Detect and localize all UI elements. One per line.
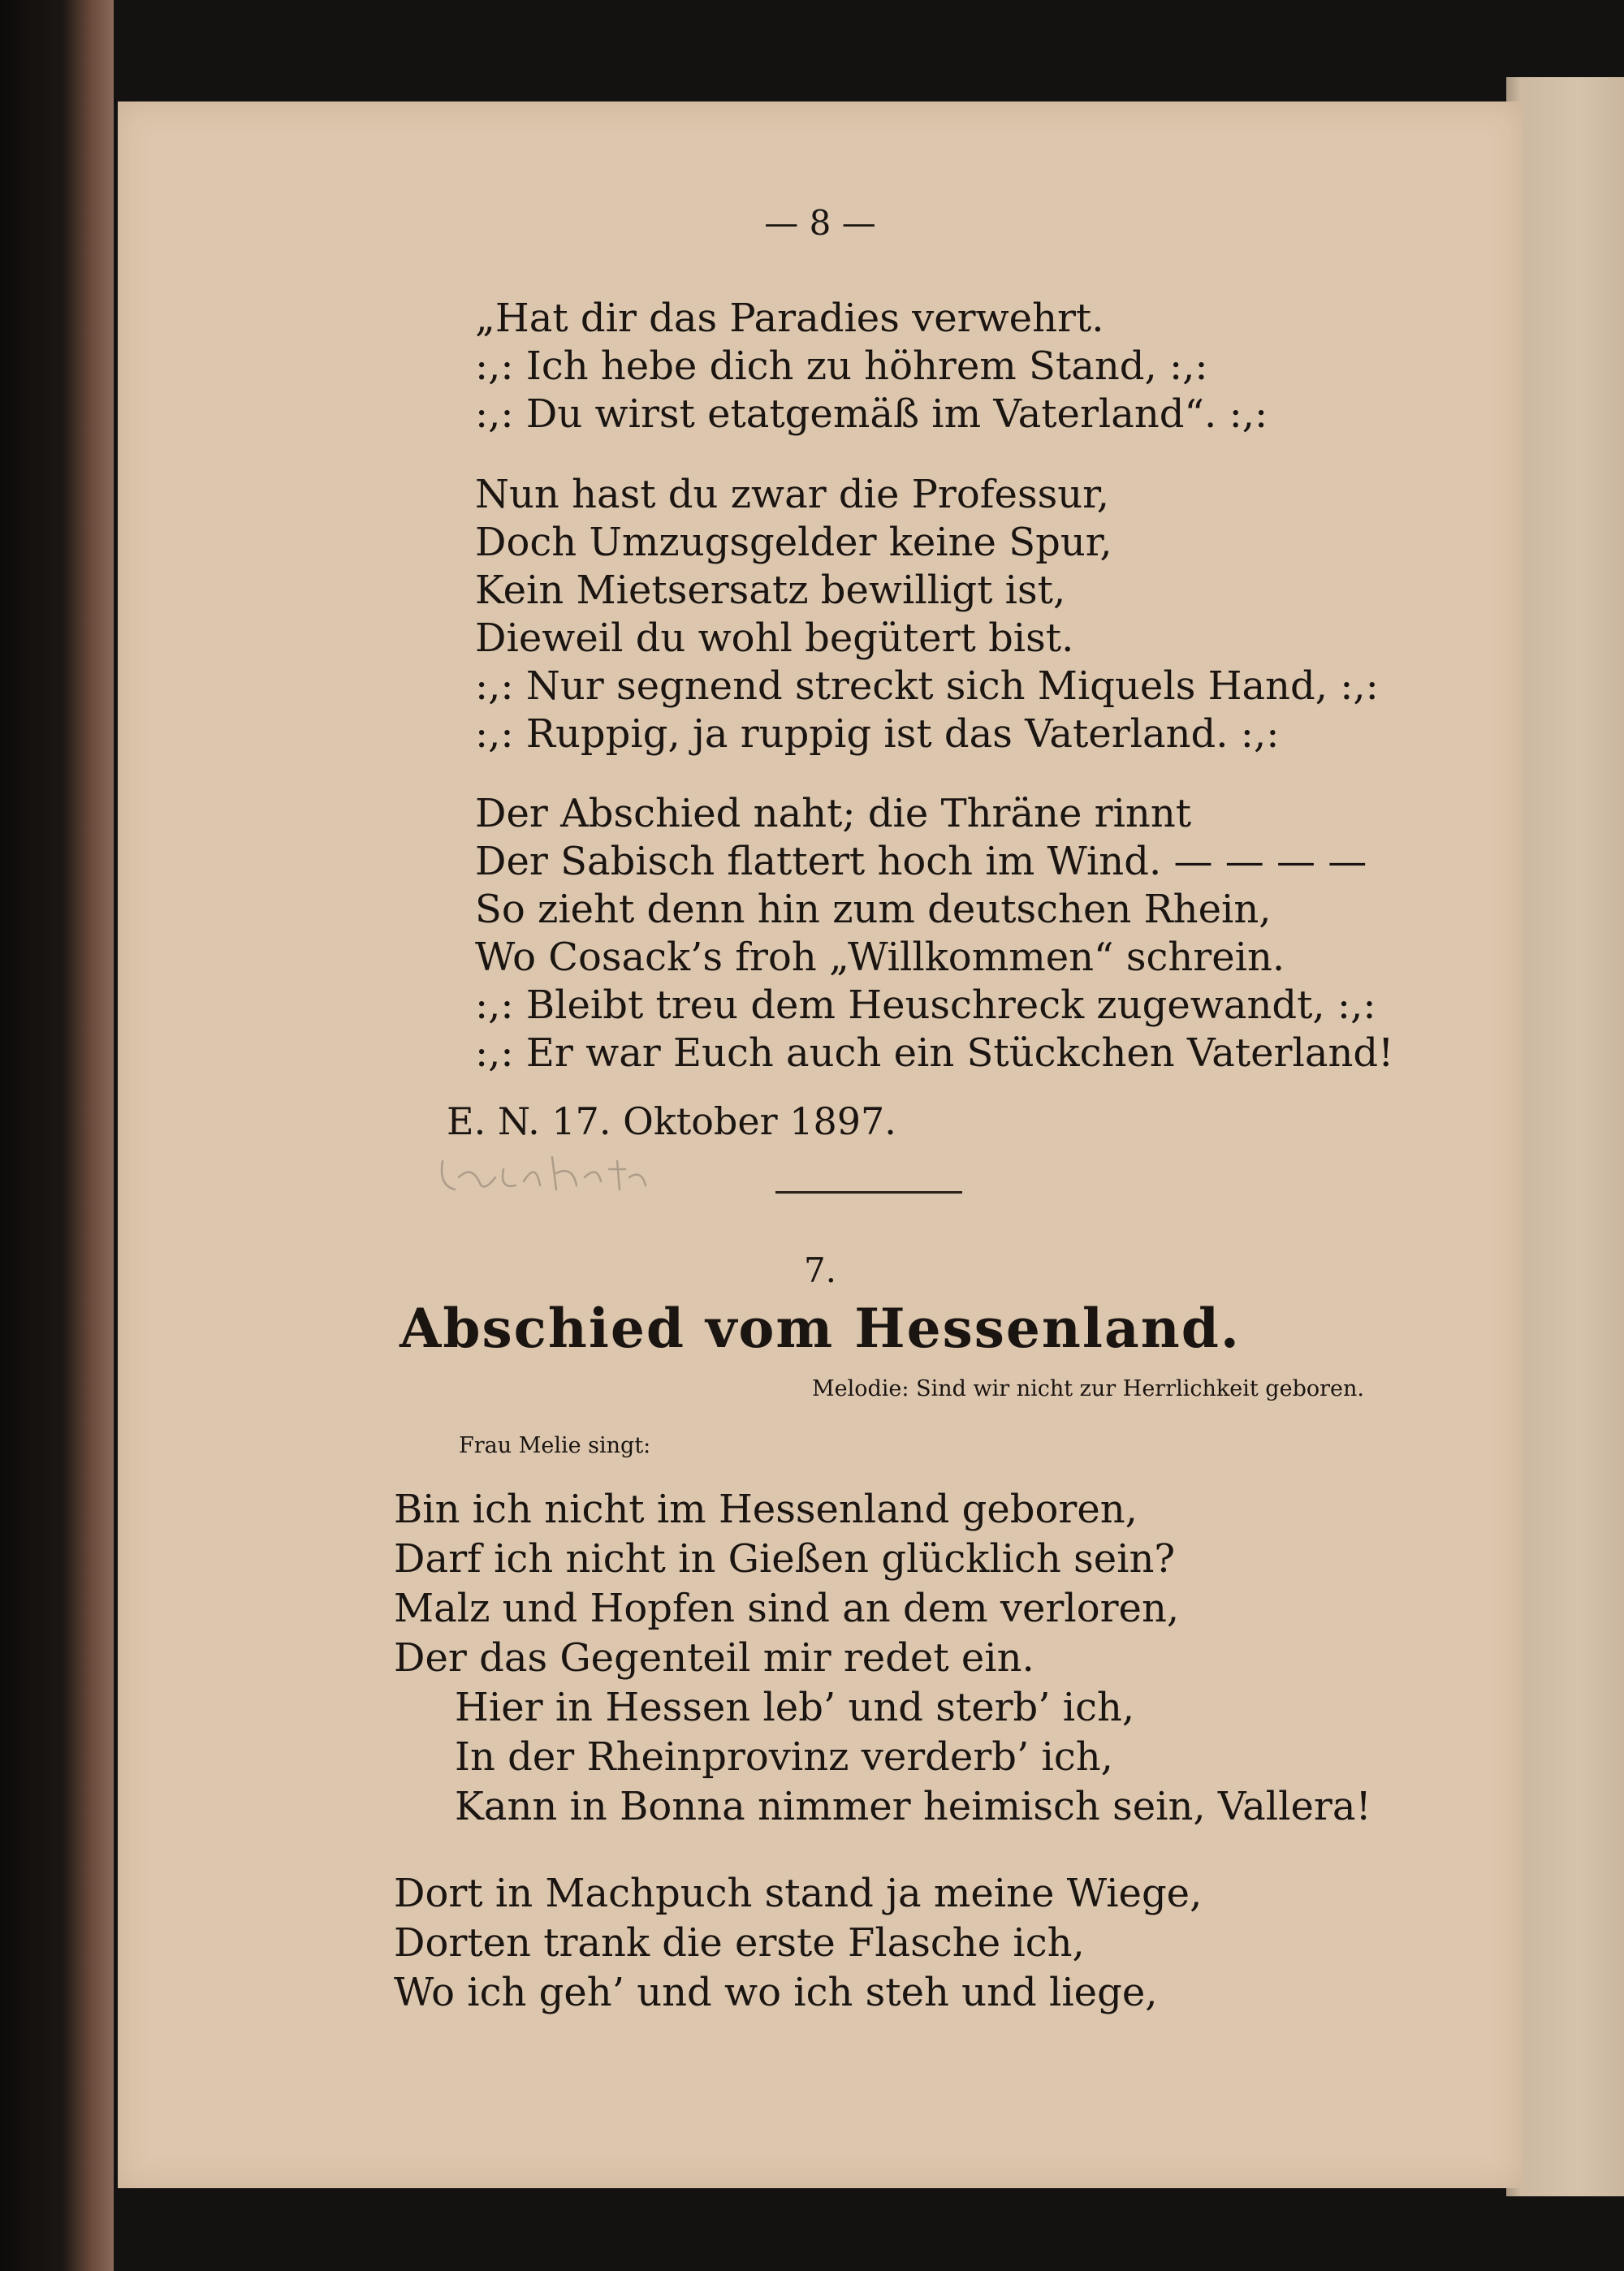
speaker-label: Frau Melie singt: xyxy=(459,1433,651,1458)
verse-line: Kein Mietsersatz bewilligt ist, xyxy=(475,568,1066,613)
verse-line: „Hat dir das Paradies verwehrt. xyxy=(475,296,1104,341)
verse-line: Wo Cosack’s froh „Willkommen“ schrein. xyxy=(475,935,1285,980)
verse-line: Wo ich geh’ und wo ich steh und liege, xyxy=(394,1970,1158,2015)
verse-line: Der das Gegenteil mir redet ein. xyxy=(394,1635,1034,1681)
verse-line: Kann in Bonna nimmer heimisch sein, Vallera! xyxy=(455,1784,1371,1829)
verse-line: Hier in Hessen leb’ und sterb’ ich, xyxy=(455,1685,1135,1730)
verse-line: :,: Ich hebe dich zu höhrem Stand, :,: xyxy=(475,343,1208,389)
verse-line: Nun hast du zwar die Professur, xyxy=(475,472,1110,517)
melody-note: Melodie: Sind wir nicht zur Herrlichkeit geboren. xyxy=(812,1376,1364,1401)
verse-line: Dieweil du wohl begütert bist. xyxy=(475,615,1074,661)
verse-line: :,: Ruppig, ja ruppig ist das Vaterland. :,: xyxy=(475,711,1280,757)
verse-line: Dorten trank die erste Flasche ich, xyxy=(394,1920,1085,1966)
verse-line: In der Rheinprovinz verderb’ ich, xyxy=(455,1734,1113,1780)
verse-line: :,: Nur segnend streckt sich Miquels Hand, :,: xyxy=(475,663,1379,709)
song-title: Abschied vom Hessenland. xyxy=(400,1297,1241,1360)
verse-line: Malz und Hopfen sind an dem verloren, xyxy=(394,1586,1180,1631)
verse-line: Der Abschied naht; die Thräne rinnt xyxy=(475,791,1192,836)
song-number: 7. xyxy=(803,1250,837,1290)
facing-page-edge xyxy=(1506,77,1624,2196)
verse-line: So zieht denn hin zum deutschen Rhein, xyxy=(475,887,1272,932)
verse-line: Bin ich nicht im Hessenland geboren, xyxy=(394,1487,1138,1532)
author-date-signoff: E. N. 17. Oktober 1897. xyxy=(447,1099,896,1143)
book-page xyxy=(118,101,1522,2188)
verse-line: Doch Umzugsgelder keine Spur, xyxy=(475,520,1112,565)
verse-line: Darf ich nicht in Gießen glücklich sein? xyxy=(394,1536,1176,1582)
pencil-signature-icon xyxy=(434,1145,654,1202)
page-number: — 8 — xyxy=(764,203,876,243)
book-binding-edge xyxy=(0,0,114,2271)
verse-line: Dort in Machpuch stand ja meine Wiege, xyxy=(394,1871,1203,1916)
verse-line: :,: Du wirst etatgemäß im Vaterland“. :,: xyxy=(475,391,1268,437)
section-divider xyxy=(775,1191,962,1194)
verse-line: :,: Bleibt treu dem Heuschreck zugewandt, :,: xyxy=(475,982,1376,1028)
verse-line: Der Sabisch flattert hoch im Wind. — — — — xyxy=(475,839,1367,884)
verse-line: :,: Er war Euch auch ein Stückchen Vaterland! xyxy=(475,1030,1394,1076)
